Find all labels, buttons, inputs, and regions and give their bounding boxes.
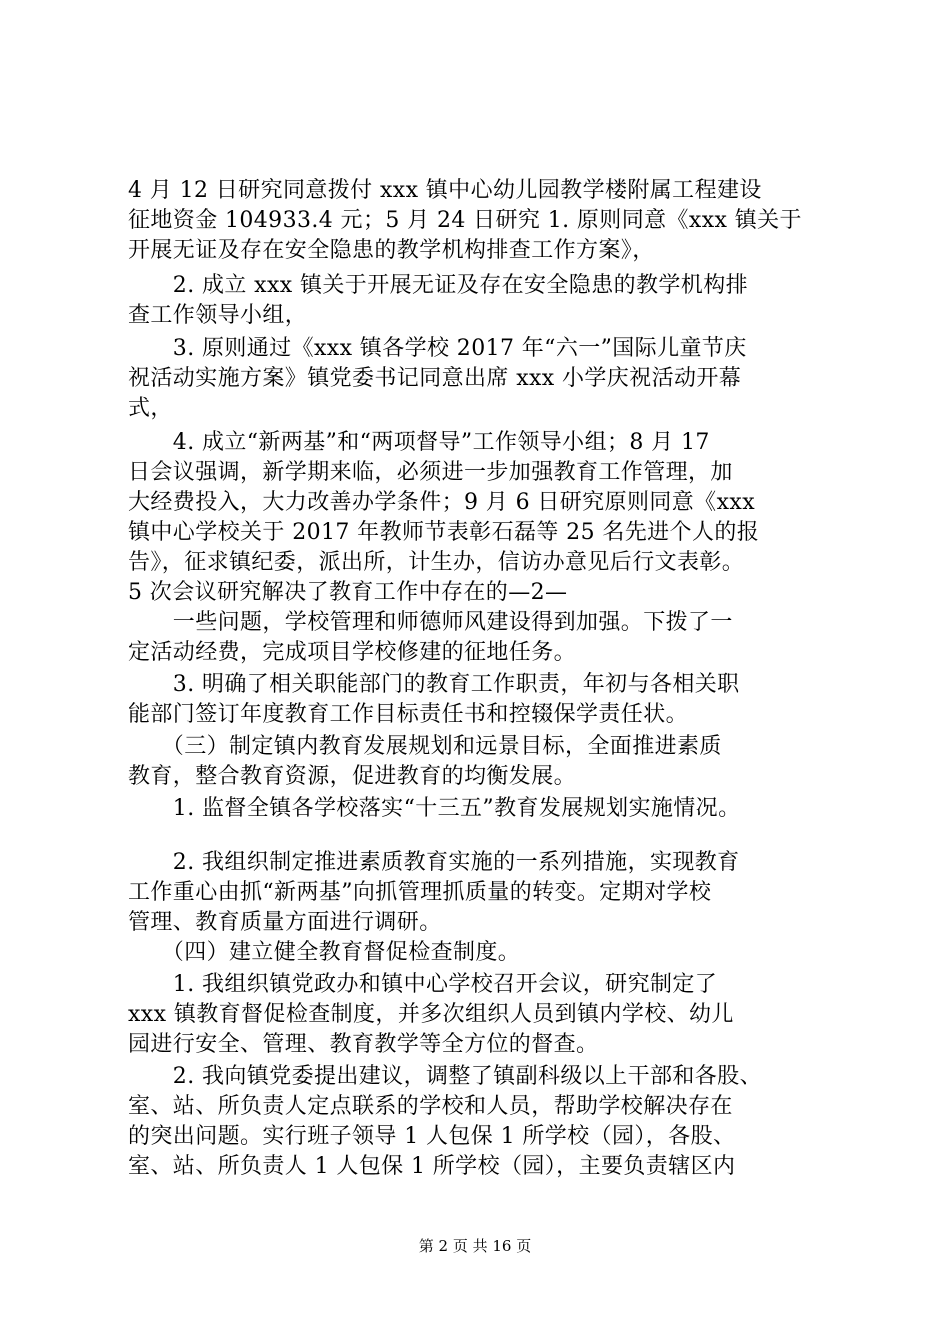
page-number-footer: 第 2 页 共 16 页 xyxy=(418,1237,532,1255)
text-line: 镇中心学校关于 2017 年教师节表彰石磊等 25 名先进个人的报 xyxy=(128,520,760,545)
text-line: 工作重心由抓“新两基”向抓管理抓质量的转变。定期对学校 xyxy=(128,880,712,905)
text-line: 室、站、所负责人定点联系的学校和人员，帮助学校解决存在 xyxy=(128,1094,733,1119)
text-line: 1. 监督全镇各学校落实“十三五”教育发展规划实施情况。 xyxy=(128,796,741,821)
text-line: 式， xyxy=(128,396,173,421)
text-line: 开展无证及存在安全隐患的教学机构排查工作方案》， xyxy=(128,238,655,263)
text-line: 大经费投入，大力改善办学条件；9 月 6 日研究原则同意《xxx xyxy=(128,490,755,515)
text-line: 3. 明确了相关职能部门的教育工作职责，年初与各相关职 xyxy=(128,672,740,697)
text-line: 能部门签订年度教育工作目标责任书和控辍保学责任状。 xyxy=(128,702,689,727)
text-line: 3. 原则通过《xxx 镇各学校 2017 年“六一”国际儿童节庆 xyxy=(128,336,747,361)
text-line: 2. 我组织制定推进素质教育实施的一系列措施，实现教育 xyxy=(128,850,740,875)
text-line: 日会议强调，新学期来临，必须进一步加强教育工作管理，加 xyxy=(128,460,733,485)
text-line: 管理、教育质量方面进行调研。 xyxy=(128,910,442,935)
text-line: （三）制定镇内教育发展规划和远景目标，全面推进素质 xyxy=(128,734,722,759)
text-line: xxx 镇教育督促检查制度，并多次组织人员到镇内学校、幼儿 xyxy=(128,1002,734,1027)
text-line: 园进行安全、管理、教育教学等全方位的督查。 xyxy=(128,1032,599,1057)
text-line: 查工作领导小组， xyxy=(128,303,308,328)
text-line: 教育，整合教育资源，促进教育的均衡发展。 xyxy=(128,764,577,789)
text-line: 祝活动实施方案》镇党委书记同意出席 xxx 小学庆祝活动开幕 xyxy=(128,366,742,391)
text-line: 5 次会议研究解决了教育工作中存在的—2— xyxy=(128,580,568,605)
text-line: 2. 成立 xxx 镇关于开展无证及存在安全隐患的教学机构排 xyxy=(128,273,748,298)
text-line: （四）建立健全教育督促检查制度。 xyxy=(128,940,521,965)
text-line: 告》，征求镇纪委，派出所，计生办，信访办意见后行文表彰。 xyxy=(128,550,745,575)
text-line: 1. 我组织镇党政办和镇中心学校召开会议，研究制定了 xyxy=(128,972,718,997)
text-line: 的突出问题。实行班子领导 1 人包保 1 所学校（园），各股、 xyxy=(128,1124,736,1149)
text-line: 4. 成立“新两基”和“两项督导”工作领导小组；8 月 17 xyxy=(128,430,710,455)
text-line: 一些问题，学校管理和师德师风建设得到加强。下拨了一 xyxy=(128,610,733,635)
text-line: 2. 我向镇党委提出建议，调整了镇副科级以上干部和各股、 xyxy=(128,1064,762,1089)
text-line: 征地资金 104933.4 元；5 月 24 日研究 1. 原则同意《xxx 镇关于 xyxy=(128,208,802,233)
text-line: 室、站、所负责人 1 人包保 1 所学校（园），主要负责辖区内 xyxy=(128,1154,736,1179)
text-line: 定活动经费，完成项目学校修建的征地任务。 xyxy=(128,640,577,665)
text-line: 4 月 12 日研究同意拨付 xxx 镇中心幼儿园教学楼附属工程建设 xyxy=(128,178,762,203)
